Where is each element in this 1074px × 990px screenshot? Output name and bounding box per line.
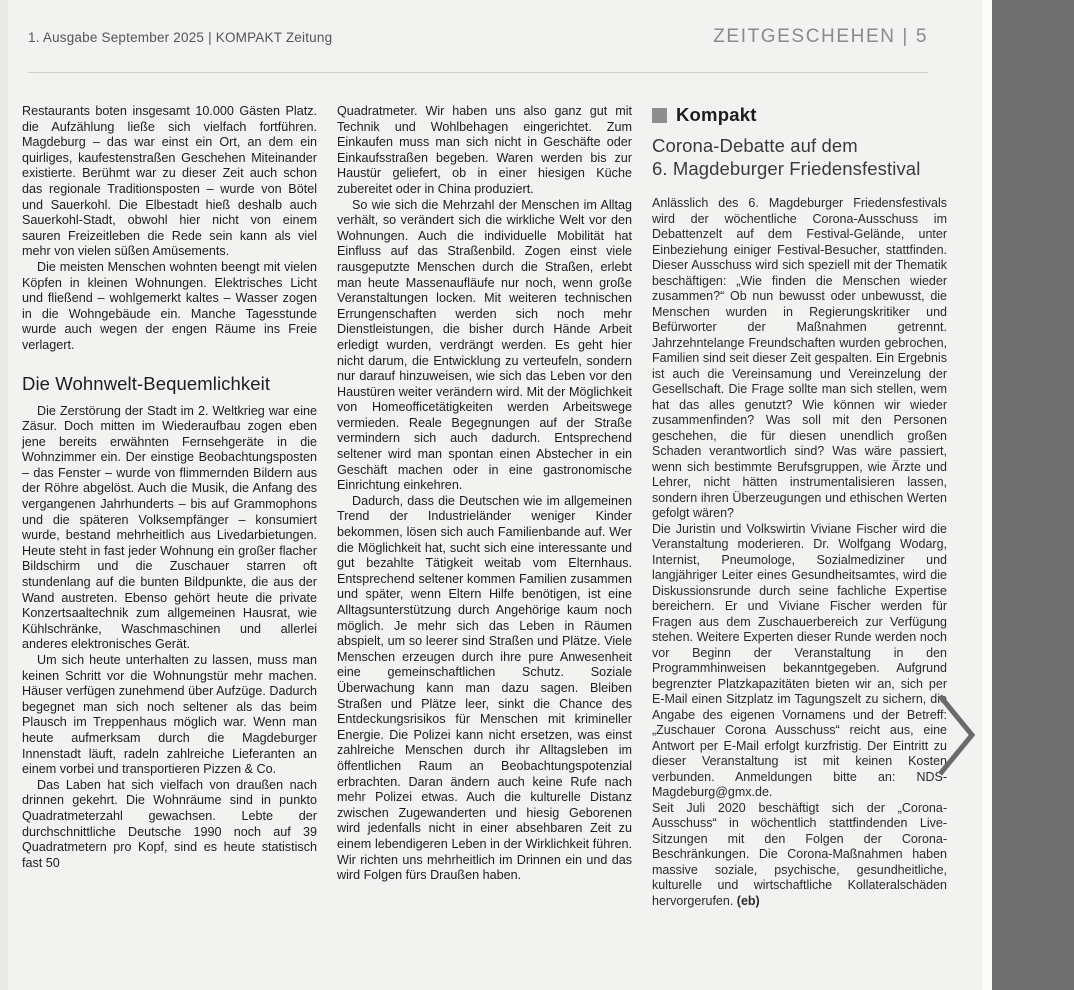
article-columns bbox=[22, 104, 962, 909]
kompakt-headline-line-1: Corona-Debatte auf dem bbox=[652, 135, 858, 156]
issue-info: 1. Ausgabe September 2025 | KOMPAKT Zeitung bbox=[28, 30, 333, 45]
paragraph: Quadratmeter. Wir haben uns also ganz gut mit Technik und Wohlbehagen eingerichtet. Zum Einkaufen muss man sich nicht in Geschäfte oder Einkaufsstraßen begeben. Waren werden bis zur Haustür geliefert, ob in einer hiesigen Küche zubereitet oder in China produziert. bbox=[337, 104, 632, 196]
page-right-edge bbox=[982, 0, 992, 990]
page-left-margin bbox=[0, 0, 8, 990]
kompakt-headline bbox=[652, 134, 947, 180]
kompakt-label: Kompakt bbox=[676, 104, 757, 125]
paragraph-text: Seit Juli 2020 beschäftigt sich der „Corona-Ausschuss“ in wöchentlich stattfindenden Live-Sitzungen mit den Folgen der Corona-Beschränkungen. Die Corona-Maßnahmen haben massive soziale, psychische, gesundheitliche, kulturelle und wirtschaftliche Kollateralschäden hervorgerufen. bbox=[652, 800, 947, 908]
square-bullet-icon bbox=[652, 108, 667, 123]
paragraph: Die Zerstörung der Stadt im 2. Weltkrieg war eine Zäsur. Doch mitten im Wiederaufbau zogen eben jene bereits erwähnten Fernsehgeräte in die Wohnzimmer ein. Der einstige Beobachtungsposten – das Fenster – wurde von flimmernden Bildern aus der Röhre abgelöst. Auch die Musik, die Anfang des vergangenen Jahrhunderts – bis auf Grammophons und die späteren Volksempfänger – konsumiert wurde, bestand mehrheitlich aus Livedarbietungen. Heute steht in fast jeder Wohnung ein großer flacher Bildschirm und die Zuschauer starren oft stundenlang auf die bunten Bildpunkte, die aus der Wand austreten. Ebenso gehört heute die private Konzertsaaltechnik zum allgemeinen Hausrat, wie Kühlschränke, Waschmaschinen und allerlei anderes elektronisches Gerät. bbox=[22, 403, 317, 652]
article-subheading: Die Wohnwelt-Bequemlichkeit bbox=[22, 372, 271, 394]
paragraph: Das Laben hat sich vielfach von draußen nach drinnen gekehrt. Die Wohnräume sind in punkto Quadratmeterzahl gewachsen. Lebte der durchschnittliche Deutsche 1990 noch auf 39 Quadratmetern pro Kopf, sind es heute statistisch fast 50 bbox=[22, 777, 317, 870]
paragraph: Die Juristin und Volkswirtin Viviane Fischer wird die Veranstaltung moderieren. Dr. Wolfgang Wodarg, Internist, Pneumologe, Sozialmediziner und langjähriger Leiter eines Gesundheitsamtes, wird die Diskussionsrunde durch seine fachliche Expertise bereichern. Er und Viviane Fischer werden für Fragen aus dem Zuschauerbereich zur Verfügung stehen. Weitere Experten dieser Runde werden noch vor Beginn der Veranstaltung in den Programmhinweisen bekanntgegeben. Aufgrund begrenzter Platzkapazitäten bieten wir an, sich per E-Mail einen Sitzplatz im Tagungszelt zu sichern, die Angabe des eigenen Vornamens und der Betreff: „Zuschauer Corona Ausschuss“ reicht aus, eine Antwort per E-Mail erfolgt kurzfristig. Der Eintritt zu dieser Veranstaltung ist mit keinen Kosten verbunden. Anmeldungen bitte an: NDS-Magdeburg@gmx.de. bbox=[652, 521, 947, 799]
kompakt-headline-line-2: 6. Magdeburger Friedensfestival bbox=[652, 158, 921, 179]
section-title: ZEITGESCHEHEN | 5 bbox=[713, 26, 928, 47]
column-1 bbox=[22, 104, 317, 909]
paragraph: Anlässlich des 6. Magdeburger Friedensfestivals wird der wöchentliche Corona-Ausschuss im Debattenzelt auf dem Festival-Gelände, unter Einbeziehung einiger Festival-Besucher, stattfinden. Dieser Ausschuss wird sich speziell mit der Thematik beschäftigen: „Wie finden die Menschen wieder zusammen?“ Ob nun bewusst oder unbewusst, die Menschen wurden in Regierungskritiker und Befürworter der Maßnahmen getrennt. Jahrzehntelange Freundschaften wurden gebrochen, Familien sind seit dieser Zeit gespalten. Ein Ergebnis ist auch die Vereinsamung und Vereinzelung der Gesellschaft. Die Frage sollte man sich stellen, wem hat das alles genutzt? Wie können wir wieder zusammenfinden? Was soll mit den Personen geschehen, die für diesen unendlich großen Schaden verantwortlich sind? Was wäre passiert, wenn sich bestimmte Berufsgruppen, wie Ärzte und Lehrer, nicht hätten instrumentalisieren lassen, sondern ihren Überzeugungen und ethischen Werten gefolgt wären? bbox=[652, 196, 947, 520]
author-signature: (eb) bbox=[736, 893, 760, 908]
paragraph: Dadurch, dass die Deutschen wie im allgemeinen Trend der Industrieländer weniger Kinder bekommen, lösen sich auch Familienbande auf. Wer die Möglichkeit hat, sucht sich eine interessante und gut bezahlte Tätigkeit weitab vom Elternhaus. Entsprechend seltener kommen Familien zusammen und später, wenn Eltern Hilfe benötigen, ist eine Alltagsunterstützung durch Angehörige kaum noch möglich. Je mehr sich das Leben in Räumen abspielt, um so leerer sind Straßen und Plätze. Viele Menschen erzeugen durch ihre pure Anwesenheit eine gemeinschaftlichen Schutz. Soziale Überwachung kann man dazu sagen. Bleiben Straßen und Plätze leer, sinkt die Chance des Entdeckungsrisikos für Menschen mit krimineller Energie. Die Polizei kann nicht ersetzen, was einst zahlreiche Menschen durch ihr Alltagsleben im öffentlichen Raum an Beobachtungspotenzial erbrachten. Daran ändern auch keine Rufe nach mehr Polizei etwas. Auch die kulturelle Distanz zwischen Zugewanderten und hiesig Geborenen wird jedenfalls nicht in einer absehbaren Zeit zu einem lebendigeren Leben in der Wirklichkeit führen. Wir richten uns mehrheitlich im Drinnen ein und das wird Folgen fürs Draußen haben. bbox=[337, 493, 632, 883]
next-page-button[interactable] bbox=[934, 690, 978, 780]
paragraph: Restaurants boten insgesamt 10.000 Gästen Platz. die Aufzählung ließe sich vielfach fortführen. Magdeburg – das war einst ein Ort, an dem ein quirliges, kaufestenstraßen Geschehen Miteinander existierte. Berühmt war zu dieser Zeit auch schon das regionale Traditionsposten – wurde von Bötel und Sauerkohl. Die Elbestadt hieß deshalb auch Sauerkohl-Stadt, obwohl hier nicht von einem sauren Freizeitleben die Rede sein kann als viel mehr von vielen süßen Amüsements. bbox=[22, 104, 317, 259]
paragraph: Um sich heute unterhalten zu lassen, muss man keinen Schritt vor die Wohnungstür mehr machen. Häuser verfügen zunehmend über Aufzüge. Dadurch begegnet man sich noch seltener als das beim Plausch im Treppenhaus möglich war. Wenn man heute aufmerksam durch die Magdeburger Innenstadt läuft, radeln zahlreiche Lieferanten an einem vorbei und transportieren Pizzen & Co. bbox=[22, 653, 317, 777]
next-page-gutter bbox=[992, 0, 1074, 990]
kompakt-header bbox=[652, 104, 947, 126]
chevron-right-icon bbox=[934, 690, 978, 780]
paragraph: Die meisten Menschen wohnten beengt mit vielen Köpfen in kleinen Wohnungen. Elektrisches Licht und fließend – wohlgemerkt kaltes – Wasser zogen in die Wohngebäude ein. Manche Tagesstunde wurde auch wegen der engen Räume ins Freie verlagert. bbox=[22, 259, 317, 352]
column-3-kompakt bbox=[652, 104, 947, 909]
paragraph bbox=[652, 801, 947, 910]
paragraph: So wie sich die Mehrzahl der Menschen im Alltag verhält, so verändert sich die wirkliche Welt vor den Wohnungen. Auch die individuelle Mobilität hat Einfluss auf das Straßenbild. Zogen einst viele rausgeputzte Menschen durch die Straßen, erlebt man heute Massenaufläufe nur noch, wenn große Veranstaltungen locken. Mit weiteren technischen Errungenschaften werden sich noch mehr Dienstleistungen, die bisher durch Hände Arbeit erledigt wurden, verdrängt werden. Es geht hier nicht darum, die Entwicklung zu verteufeln, sondern nur darauf hinzuweisen, wie sich das Leben vor den Haustüren weiter verändern wird. Mit der Möglichkeit von Homeofficetätigkeiten werden Arbeitswege vermieden. Reale Begegnungen auf der Straße vermindern sich auch dadurch. Entsprechend seltener wird man spontan einen Abstecher in ein Geschäft machen oder in eine gastronomische Einrichtung einkehren. bbox=[337, 197, 632, 493]
header-divider bbox=[28, 72, 928, 73]
page-header bbox=[28, 26, 928, 60]
column-2 bbox=[337, 104, 632, 909]
